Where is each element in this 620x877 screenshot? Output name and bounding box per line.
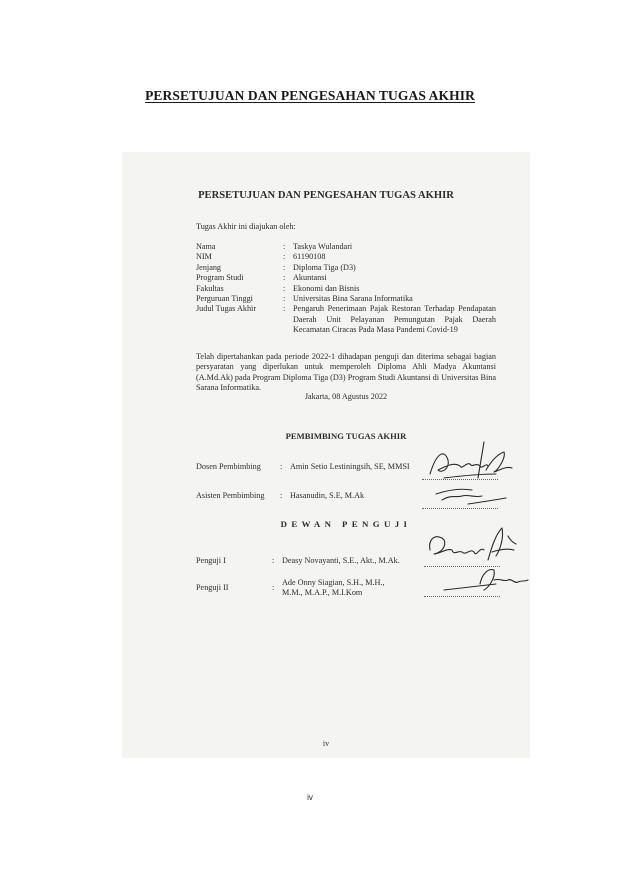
field-colon: : [283, 242, 286, 251]
examiner-colon: : [272, 556, 275, 565]
scanned-approval-page [122, 152, 530, 758]
advisor-name: Hasanudin, S.E, M.Ak [290, 491, 365, 500]
field-value: 61190108 [293, 252, 326, 262]
field-label: Nama [196, 242, 216, 251]
field-label: Jenjang [196, 262, 222, 272]
examiner-colon: : [272, 583, 275, 592]
field-value: Diploma Tiga (D3) [293, 262, 356, 272]
field-colon: : [283, 262, 286, 272]
field-label: Fakultas [196, 283, 224, 293]
field-value: Universitas Bina Sarana Informatika [293, 294, 413, 304]
advisor-row [196, 491, 364, 500]
field-colon: : [283, 283, 286, 293]
field-label: NIM [196, 252, 212, 262]
examiner-name: Deasy Novayanti, S.E., Akt., M.Ak. [282, 556, 400, 565]
field-row [196, 294, 496, 304]
advisors-heading: PEMBIMBING TUGAS AKHIR [285, 431, 407, 441]
signature-advisor-2 [428, 484, 508, 506]
field-value: Taskya Wulandari [293, 242, 353, 251]
scan-title: PERSETUJUAN DAN PENGESAHAN TUGAS AKHIR [198, 190, 454, 201]
student-fields [196, 242, 496, 336]
field-row [196, 263, 496, 273]
examiner-row [196, 556, 400, 566]
advisor-row [196, 462, 410, 471]
field-row [196, 252, 496, 262]
signature-line [422, 508, 498, 509]
field-colon: : [283, 252, 286, 262]
defense-statement: Telah dipertahankan pada periode 2022-1 dihadapan penguji dan diterima sebagai bagian persyaratan yang diperlukan untuk memperoleh Diploma Ahli Madya Akuntansi (A.Md.Ak) pada Program Diploma Tiga (D3) Program Studi Akuntansi di Universitas Bina Sarana Informatika. [196, 352, 496, 393]
place-date: Jakarta, 08 Agustus 2022 [304, 392, 388, 401]
field-row [196, 304, 496, 335]
field-row [196, 284, 496, 294]
examiners-heading: DEWAN PENGUJI [280, 519, 412, 529]
advisor-name: Amin Setio Lestiningsih, SE, MMSI [290, 462, 410, 471]
examiner-role: Penguji II [196, 583, 229, 592]
examiner-name: Ade Onny Siagian, S.H., M.H., M.M., M.A.P., M.I.Kom [282, 578, 385, 598]
page-heading: PERSETUJUAN DAN PENGESAHAN TUGAS AKHIR [145, 88, 475, 103]
examiner-row [196, 578, 402, 599]
field-label: Program Studi [196, 273, 244, 283]
field-colon: : [283, 273, 286, 283]
scan-page-number: iv [322, 739, 330, 748]
field-row [196, 242, 496, 252]
signature-advisor-1 [426, 440, 516, 484]
advisor-colon: : [280, 462, 283, 471]
intro-text: Tugas Akhir ini diajukan oleh: [196, 222, 296, 231]
thesis-title-value: Pengaruh Penerimaan Pajak Restoran Terhadap Pendapatan Daerah Unit Pelayanan Pemungutan Pajak Daerah Kecamatan Ciracas Pada Masa Pandemi Covid-19 [293, 304, 496, 335]
examiner-role: Penguji I [196, 556, 226, 565]
field-value: Ekonomi dan Bisnis [293, 283, 360, 293]
field-value: Akuntansi [293, 273, 327, 283]
field-row [196, 273, 496, 283]
field-label: Perguruan Tinggi [196, 294, 253, 304]
field-colon: : [283, 304, 286, 314]
advisor-role: Dosen Pembimbing [196, 462, 261, 471]
advisor-role: Asisten Pembimbing [196, 491, 265, 500]
page-number: iv [307, 793, 313, 802]
field-label: Judul Tugas Akhir [196, 304, 257, 314]
field-colon: : [283, 294, 286, 304]
advisor-colon: : [280, 491, 283, 500]
signature-examiner-2 [440, 560, 530, 600]
